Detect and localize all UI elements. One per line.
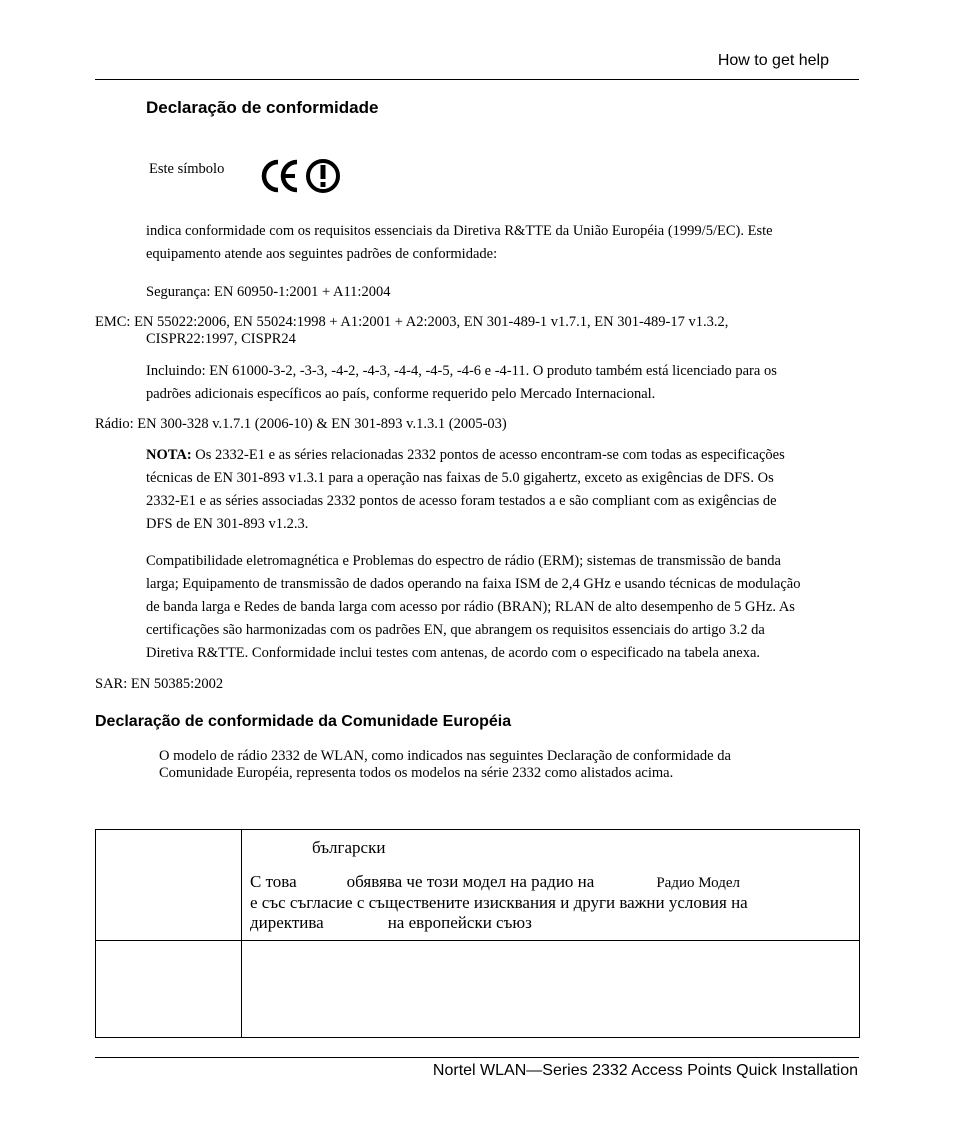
erm-paragraph: Compatibilidade eletromagnética e Problemas do espectro de rádio (ERM); sistemas de transmissão de banda larga; Equipamento de transmissão de dados operando na faixa ISM de 2,4 GHz e usando técnicas de modulação de banda larga e Redes de banda larga com acesso por rádio (BRAN); RLAN de alto desempenho de 5 GHz. As certificações são harmonizadas com os padrões EN, que abrangem os requisitos essenciais do artigo 3.2 da Diretiva R&TTE. Conformidade inclui testes com antenas, de acordo com o especificado na tabela anexa. (146, 553, 801, 661)
language-name: български (312, 838, 386, 857)
page-header-title: How to get help (717, 52, 829, 69)
including-paragraph: Incluindo: EN 61000-3-2, -3-3, -4-2, -4-3, -4-4, -4-5, -4-6 e -4-11. O produto também está licenciado para os padrões adicionais específicos ao país, conforme requerido pelo Mercado Internacional. (146, 363, 777, 402)
declaration-table (95, 829, 860, 1038)
note-paragraph: NOTA: Os 2332-E1 e as séries relacionadas 2332 pontos de acesso encontram-se com todas as especificações técnicas de EN 301-893 v1.3.1 para a operação nas faixas de 5.0 gigahertz, exceto as exigências de DFS. Os 2332-E1 e as séries associadas 2332 pontos de acesso foram testados a e são compliant com as exigências de DFS de EN 301-893 v1.2.3. (146, 447, 785, 532)
symbol-label: Este símbolo (149, 161, 225, 177)
note-label: NOTA: (146, 447, 192, 463)
table-row (96, 830, 860, 941)
alert-class2-icon (308, 161, 338, 191)
table-cell-empty (242, 941, 860, 1038)
table-cell-declaration (242, 830, 860, 941)
sar-line: SAR: EN 50385:2002 (95, 676, 224, 692)
section-heading-ec: Declaração de conformidade da Comunidade Européia (95, 713, 512, 730)
emc-line: EMC: EN 55022:2006, EN 55024:1998 + A1:2001 + A2:2003, EN 301-489-1 v1.7.1, EN 301-489-17 v1.3.2, CISPR22:1997, CISPR24 (95, 314, 729, 347)
intro-paragraph: indica conformidade com os requisitos essenciais da Diretiva R&TTE da União Européia (1999/5/EC). Este equipamento atende aos seguintes padrões de conformidade: (146, 223, 773, 262)
ce-mark-icon (256, 157, 342, 195)
header-rule (95, 79, 859, 80)
radio-line: Rádio: EN 300-328 v.1.7.1 (2006-10) & EN 301-893 v.1.3.1 (2005-03) (95, 416, 507, 432)
table-row (96, 941, 860, 1038)
table-cell-language-code (96, 830, 242, 941)
table-cell-empty (96, 941, 242, 1038)
section-heading: Declaração de conformidade (146, 98, 379, 117)
footer-rule (95, 1057, 859, 1058)
footer-title: Nortel WLAN—Series 2332 Access Points Quick Installation (432, 1062, 858, 1079)
safety-line: Segurança: EN 60950-1:2001 + A11:2004 (146, 284, 391, 300)
ec-paragraph: O modelo de rádio 2332 de WLAN, como indicados nas seguintes Declaração de conformidade da Comunidade Européia, representa todos os modelos na série 2332 como alistados acima. (159, 748, 731, 781)
declaration-text: С това обявява че този модел на радио на Радио Модел е със съгласие с съществените изисквания и други важни условия на директива на европейски съюз (250, 872, 748, 932)
